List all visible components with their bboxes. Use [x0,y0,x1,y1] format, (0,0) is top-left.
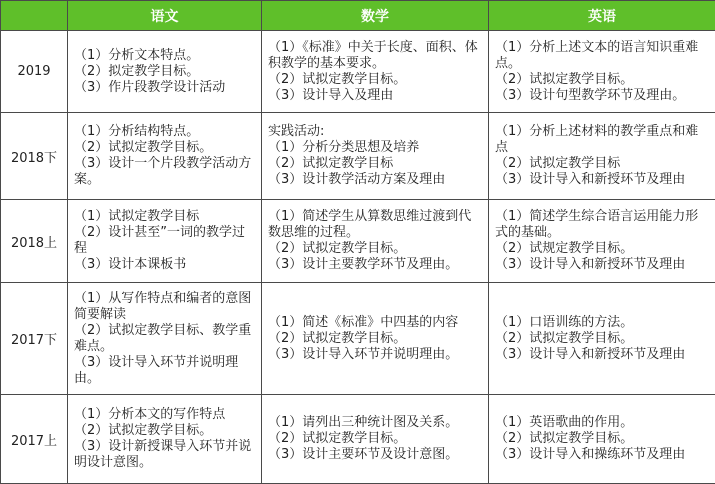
math-cell [262,283,489,395]
cell-line: （2）试拟定教学目标。 [74,423,257,439]
cell-line: （1）简述学生从算数思维过渡到代数思维的过程。 [268,209,484,241]
cell-line: （1）简述《标准》中四基的内容 [268,315,484,331]
cell-line: （3）设计导入和新授环节及理由 [495,172,711,188]
cell-line: （2）试规定教学目标。 [495,241,711,257]
cell-line: （1）简述学生综合语言运用能力形式的基础。 [495,209,711,241]
cell-line: （3）设计教学活动方案及理由 [268,172,484,188]
cell-line: （1）从写作特点和编者的意图简要解读 [74,291,257,323]
header-english: 英语 [489,1,715,31]
cell-line: （1）分析分类思想及培养 [268,140,484,156]
math-cell [262,113,489,200]
cell-line: （1）英语歌曲的作用。 [495,415,711,431]
chinese-cell [68,200,262,283]
english-cell [489,31,715,113]
cell-line: （1）分析结构特点。 [74,124,257,140]
cell-line: （2）设计甚至”一词的教学过程 [74,225,257,257]
english-cell [489,113,715,200]
cell-line: （3）设计新授课导入环节并说明设计意图。 [74,439,257,471]
cell-line: （3）设计主要教学环节及理由。 [268,257,484,273]
chinese-cell [68,283,262,395]
header-math: 数学 [262,1,489,31]
math-cell [262,31,489,113]
cell-line: （3）设计导入环节并说明理由。 [268,347,484,363]
cell-line: 实践活动: [268,124,484,140]
cell-line: （2）试拟定教学目标 [495,156,711,172]
table-row [1,283,715,395]
cell-line: （2）试拟定教学目标 [268,156,484,172]
cell-line: （3）设计导入及理由 [268,88,484,104]
cell-line: （1）分析上述材料的教学重点和难点 [495,124,711,156]
cell-line: （3）设计主要环节及设计意图。 [268,447,484,463]
cell-line: （2）试拟定教学目标。 [268,241,484,257]
cell-line: （2）试拟定教学目标。 [268,431,484,447]
english-cell [489,283,715,395]
chinese-cell [68,395,262,484]
math-cell [262,395,489,484]
cell-line: （2）试拟定教学目标。 [495,72,711,88]
cell-line: （3）设计导入和新授环节及理由 [495,347,711,363]
year-cell: 2017下 [1,283,68,395]
cell-line: （1）分析本文的写作特点 [74,407,257,423]
cell-line: （2）拟定教学目标。 [74,64,257,80]
english-cell [489,395,715,484]
cell-line: （2）试拟定教学目标。 [495,331,711,347]
year-cell: 2017上 [1,395,68,484]
table-row [1,113,715,200]
cell-line: （1）《标准》中关于长度、面积、体积教学的基本要求。 [268,40,484,72]
table-row [1,395,715,484]
math-cell [262,200,489,283]
english-cell [489,200,715,283]
cell-line: （1）分析上述文本的语言知识重难点。 [495,40,711,72]
year-cell: 2018上 [1,200,68,283]
cell-line: （1）口语训练的方法。 [495,315,711,331]
cell-line: （2）试拟定教学目标。 [268,72,484,88]
cell-line: （3）设计导入环节并说明理由。 [74,355,257,387]
cell-line: （2）试拟定教学目标。 [495,431,711,447]
cell-line: （1）请列出三种统计图及关系。 [268,415,484,431]
cell-line: （2）试拟定教学目标。 [74,140,257,156]
cell-line: （2）试拟定教学目标。 [268,331,484,347]
cell-line: （3）设计本课板书 [74,257,257,273]
cell-line: （3）设计句型教学环节及理由。 [495,88,711,104]
cell-line: （1）试拟定教学目标 [74,209,257,225]
header-year [1,1,68,31]
cell-line: （3）作片段教学设计活动 [74,80,257,96]
cell-line: （2）试拟定教学目标、教学重难点。 [74,323,257,355]
cell-line: （3）设计一个片段教学活动方案。 [74,156,257,188]
year-cell: 2019 [1,31,68,113]
cell-line: （3）设计导入和新授环节及理由 [495,257,711,273]
cell-line: （1）分析文本特点。 [74,48,257,64]
header-row [1,1,715,31]
table-row [1,200,715,283]
table-row [1,31,715,113]
chinese-cell [68,31,262,113]
cell-line: （3）设计导入和操练环节及理由 [495,447,711,463]
chinese-cell [68,113,262,200]
year-cell: 2018下 [1,113,68,200]
header-chinese: 语文 [68,1,262,31]
